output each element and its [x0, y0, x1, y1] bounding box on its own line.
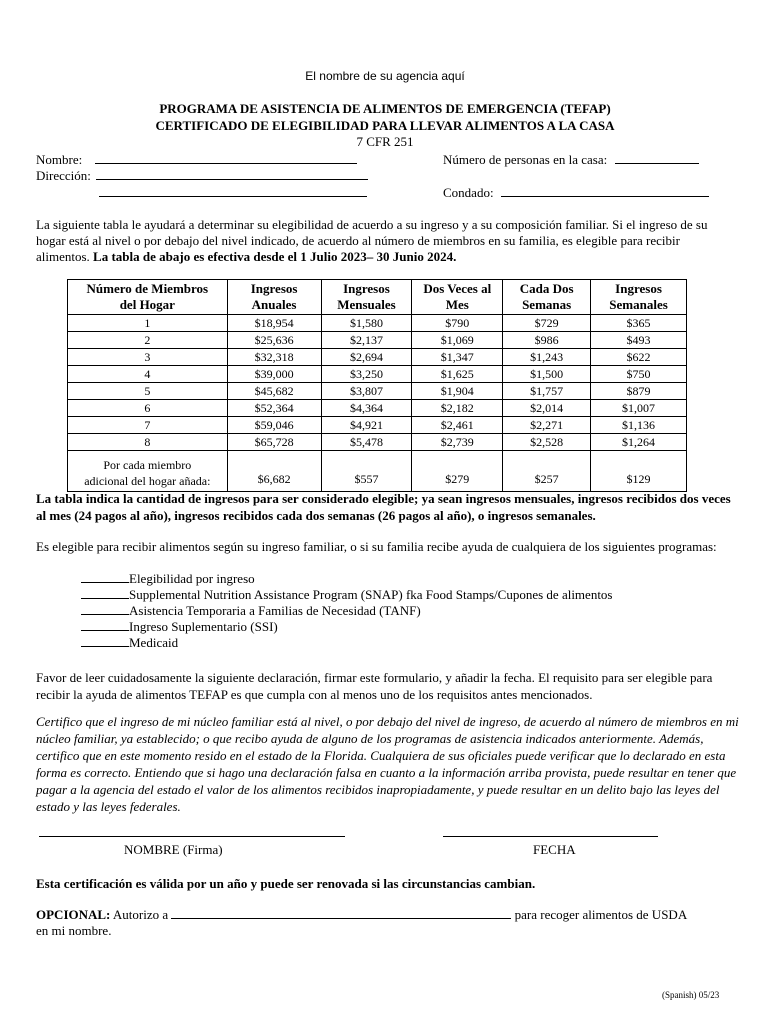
header-weekly: Ingresos Semanales: [591, 280, 687, 315]
cell-weekly: $1,264: [591, 434, 687, 451]
authorized-person-line[interactable]: [171, 906, 511, 919]
cell-weekly: $493: [591, 332, 687, 349]
optional-text-3: en mi nombre.: [36, 923, 112, 938]
additional-weekly: $129: [591, 451, 687, 492]
cfr-reference: 7 CFR 251: [356, 134, 414, 149]
address-line-2[interactable]: [99, 184, 367, 197]
optional-label: OPCIONAL:: [36, 907, 111, 922]
header-twice-monthly: Dos Veces al Mes: [412, 280, 503, 315]
cell-members: 3: [68, 349, 228, 366]
cell-biweekly: $1,757: [503, 383, 591, 400]
intro-paragraph: [36, 217, 736, 265]
option-label: Medicaid: [129, 635, 179, 650]
cell-biweekly: $1,500: [503, 366, 591, 383]
cell-biweekly: $2,271: [503, 417, 591, 434]
cell-annual: $39,000: [227, 366, 321, 383]
optional-text-2: para recoger alimentos de USDA: [511, 907, 688, 922]
cell-twice-monthly: $1,347: [412, 349, 503, 366]
intro-text: La siguiente tabla le ayudará a determinar su elegibilidad de acuerdo a su ingreso y a su composición familiar. Si el ingreso de su hogar está al nivel o por debajo del nivel indicado, de acuerdo al número de miembros en su familia, es elegible para recibir alimentos.: [36, 217, 708, 264]
declaration-instructions: Favor de leer cuidadosamente la siguiente declaración, firmar este formulario, y añadir la fecha. El requisito para ser elegible para recibir la ayuda de alimentos TEFAP es que cumpla con al menos uno de los requisitos antes mencionados.: [36, 670, 713, 702]
county-field[interactable]: [443, 184, 709, 201]
table-row: [68, 417, 687, 434]
household-size-label: Número de personas en la casa:: [443, 152, 608, 167]
eligibility-option: [81, 619, 278, 635]
cell-monthly: $5,478: [321, 434, 412, 451]
cell-biweekly: $2,528: [503, 434, 591, 451]
cell-monthly: $3,807: [321, 383, 412, 400]
cell-annual: $32,318: [227, 349, 321, 366]
cell-annual: $18,954: [227, 315, 321, 332]
address-field[interactable]: [36, 167, 368, 184]
eligibility-option: [81, 571, 255, 587]
cell-annual: $59,046: [227, 417, 321, 434]
optional-authorization: [36, 906, 736, 923]
table-row: [68, 366, 687, 383]
option-check-blank[interactable]: [81, 587, 129, 599]
cell-monthly: $2,694: [321, 349, 412, 366]
option-label: Elegibilidad por ingreso: [129, 571, 255, 586]
cell-monthly: $4,921: [321, 417, 412, 434]
table-header-row: [68, 280, 687, 315]
agency-name: El nombre de su agencia aquí: [305, 69, 465, 83]
table-row: [68, 400, 687, 417]
option-check-blank[interactable]: [81, 635, 129, 647]
cell-monthly: $1,580: [321, 315, 412, 332]
cell-members: 4: [68, 366, 228, 383]
option-check-blank[interactable]: [81, 619, 129, 631]
cell-weekly: $879: [591, 383, 687, 400]
validity-statement: Esta certificación es válida por un año y puede ser renovada si las circunstancias cambian.: [36, 876, 536, 891]
eligibility-option: [81, 587, 613, 603]
cell-members: 6: [68, 400, 228, 417]
cell-twice-monthly: $1,625: [412, 366, 503, 383]
cell-members: 5: [68, 383, 228, 400]
cell-biweekly: $1,243: [503, 349, 591, 366]
cell-members: 7: [68, 417, 228, 434]
header-monthly: Ingresos Mensuales: [321, 280, 412, 315]
certification-statement: Certifico que el ingreso de mi núcleo familiar está al nivel, o por debajo del nivel de ingreso, de acuerdo al número de miembros en mi núcleo familiar, ya establecido; o que recibo ayuda de alguno de los programas de asistencia indicados anteriormente. Además, certifico que en este momento resido en el estado de la Florida. Cualquiera de sus oficiales puede verificar que lo declarado en esta forma es correcto. Entiendo que si hago una declaración falsa en cuanto a la información arriba provista, puede resultar en tener que pagar a la agencia del estado el valor de los alimentos recibidos inapropiadamente, y puede resultar en un delito bajo las leyes del estado y las leyes federales.: [36, 714, 739, 814]
additional-annual: $6,682: [227, 451, 321, 492]
county-label: Condado:: [443, 185, 494, 200]
cell-weekly: $1,007: [591, 400, 687, 417]
table-row: [68, 383, 687, 400]
date-label: FECHA: [533, 842, 576, 857]
cell-members: 2: [68, 332, 228, 349]
option-label: Asistencia Temporaria a Familias de Necesidad (TANF): [129, 603, 421, 618]
table-row-additional: [68, 451, 687, 492]
table-row: [68, 332, 687, 349]
eligibility-option: [81, 603, 421, 619]
header-biweekly: Cada Dos Semanas: [503, 280, 591, 315]
name-label: Nombre:: [36, 152, 83, 167]
signature-line[interactable]: [39, 836, 345, 837]
cell-biweekly: $729: [503, 315, 591, 332]
name-line[interactable]: [95, 151, 357, 164]
eligibility-intro: Es elegible para recibir alimentos según su ingreso familiar, o si su familia recibe ayuda de cualquiera de los siguientes programas:: [36, 539, 717, 554]
additional-twice-monthly: $279: [412, 451, 503, 492]
signature-label: NOMBRE (Firma): [124, 842, 223, 857]
option-label: Supplemental Nutrition Assistance Program (SNAP) fka Food Stamps/Cupones de alimentos: [129, 587, 613, 602]
title-line-2: CERTIFICADO DE ELEGIBILIDAD PARA LLEVAR ALIMENTOS A LA CASA: [155, 118, 615, 133]
cell-annual: $52,364: [227, 400, 321, 417]
address-line-1[interactable]: [96, 167, 368, 180]
cell-twice-monthly: $2,739: [412, 434, 503, 451]
cell-twice-monthly: $2,461: [412, 417, 503, 434]
cell-weekly: $750: [591, 366, 687, 383]
household-size-field[interactable]: [443, 151, 699, 168]
table-row: [68, 349, 687, 366]
option-check-blank[interactable]: [81, 603, 129, 615]
cell-members: 1: [68, 315, 228, 332]
cell-weekly: $1,136: [591, 417, 687, 434]
additional-monthly: $557: [321, 451, 412, 492]
cell-annual: $25,636: [227, 332, 321, 349]
address-line-2-field[interactable]: [99, 184, 367, 201]
cell-twice-monthly: $1,069: [412, 332, 503, 349]
cell-biweekly: $986: [503, 332, 591, 349]
cell-monthly: $3,250: [321, 366, 412, 383]
cell-monthly: $2,137: [321, 332, 412, 349]
cell-weekly: $622: [591, 349, 687, 366]
cell-annual: $65,728: [227, 434, 321, 451]
date-line[interactable]: [443, 836, 658, 837]
cell-members: 8: [68, 434, 228, 451]
cell-monthly: $4,364: [321, 400, 412, 417]
intro-effective-dates: La tabla de abajo es efectiva desde el 1 Julio 2023– 30 Junio 2024.: [93, 249, 457, 264]
header-members: Número de Miembros del Hogar: [68, 280, 228, 315]
table-note: La tabla indica la cantidad de ingresos para ser considerado elegible; ya sean ingresos mensuales, ingresos recibidos dos veces al mes (24 pagos al año), ingresos recibidos cada dos semanas (26 pagos al año), o ingresos semanales.: [36, 491, 731, 523]
cell-annual: $45,682: [227, 383, 321, 400]
address-label: Dirección:: [36, 168, 91, 183]
cell-twice-monthly: $1,904: [412, 383, 503, 400]
cell-weekly: $365: [591, 315, 687, 332]
eligibility-option: [81, 635, 178, 651]
income-table: [67, 279, 687, 492]
option-check-blank[interactable]: [81, 571, 129, 583]
additional-member-label: Por cada miembro adicional del hogar añada:: [68, 451, 228, 492]
cell-twice-monthly: $790: [412, 315, 503, 332]
household-size-line[interactable]: [615, 151, 699, 164]
name-field[interactable]: [36, 151, 357, 168]
county-line[interactable]: [501, 184, 709, 197]
table-row: [68, 434, 687, 451]
table-row: [68, 315, 687, 332]
cell-biweekly: $2,014: [503, 400, 591, 417]
header-annual: Ingresos Anuales: [227, 280, 321, 315]
title-line-1: PROGRAMA DE ASISTENCIA DE ALIMENTOS DE EMERGENCIA (TEFAP): [159, 101, 611, 116]
optional-text-1: Autorizo a: [110, 907, 172, 922]
option-label: Ingreso Suplementario (SSI): [129, 619, 278, 634]
form-version: (Spanish) 05/23: [662, 990, 720, 1000]
additional-biweekly: $257: [503, 451, 591, 492]
cell-twice-monthly: $2,182: [412, 400, 503, 417]
